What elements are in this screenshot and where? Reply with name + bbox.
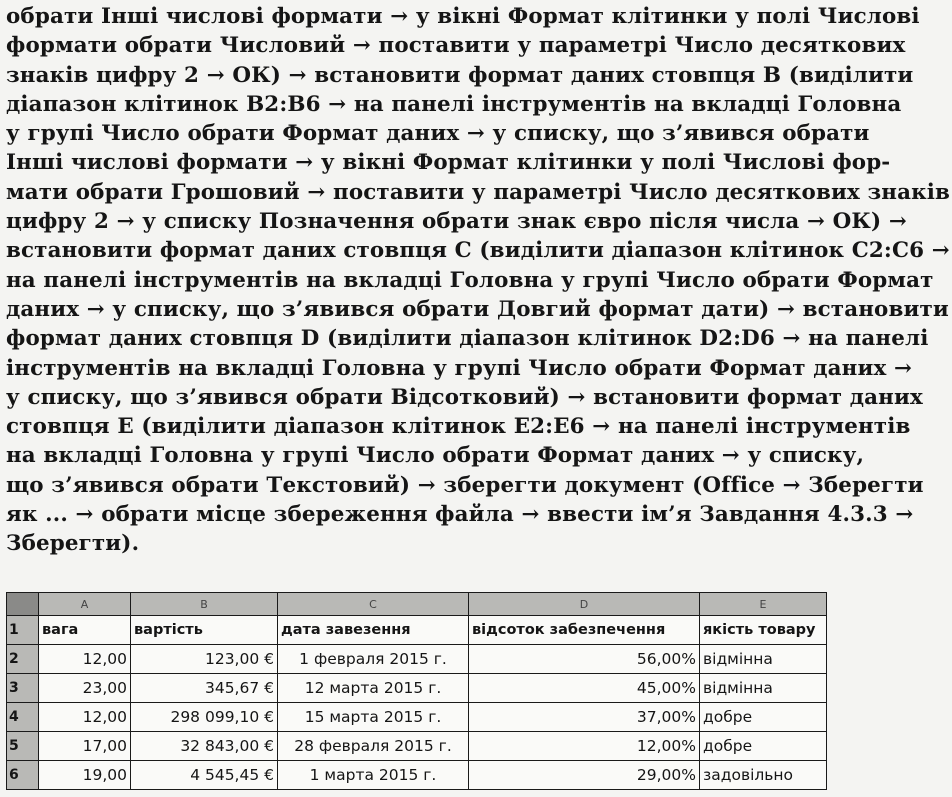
paragraph-line: мати обрати Грошовий → поставити у параметрі Число десяткових знаків: [6, 179, 951, 205]
table-cell[interactable]: добре: [700, 732, 827, 761]
table-cell[interactable]: 29,00%: [469, 761, 700, 790]
table-cell[interactable]: 12 марта 2015 г.: [278, 674, 469, 703]
table-cell[interactable]: 56,00%: [469, 645, 700, 674]
row-number[interactable]: 2: [7, 645, 39, 674]
table-cell[interactable]: 12,00%: [469, 732, 700, 761]
table-cell[interactable]: 23,00: [39, 674, 131, 703]
table-row: [7, 732, 827, 761]
table-cell[interactable]: 1 февраля 2015 г.: [278, 645, 469, 674]
table-cell[interactable]: відсоток забезпечення: [469, 616, 700, 645]
select-all-corner[interactable]: [7, 593, 39, 616]
row-number[interactable]: 4: [7, 703, 39, 732]
paragraph-line: інструментів на вкладці Головна у групі Число обрати Формат даних →: [6, 355, 913, 381]
table-cell[interactable]: 17,00: [39, 732, 131, 761]
paragraph-line: обрати Інші числові формати → у вікні Формат клітинки у полі Числові: [6, 4, 920, 29]
table-cell[interactable]: якість товару: [700, 616, 827, 645]
table-cell[interactable]: відмінна: [700, 674, 827, 703]
paragraph-line: встановити формат даних стовпця C (виділити діапазон клітинок C2:C6 →: [6, 238, 950, 264]
table-cell[interactable]: задовільно: [700, 761, 827, 790]
paragraph-line: що з’явився обрати Текстовий) → зберегти документ (Office → Зберегти: [6, 472, 924, 498]
table-cell[interactable]: відмінна: [700, 645, 827, 674]
paragraph-line: Зберегти).: [6, 531, 140, 557]
table-cell[interactable]: добре: [700, 703, 827, 732]
row-number[interactable]: 3: [7, 674, 39, 703]
table-cell[interactable]: 123,00 €: [131, 645, 278, 674]
paragraph-line: формати обрати Числовий → поставити у параметрі Число десяткових: [6, 33, 906, 59]
row-number[interactable]: 6: [7, 761, 39, 790]
table-cell[interactable]: дата завезення: [278, 616, 469, 645]
paragraph-line: як ... → обрати місце збереження файла → ввести ім’я Завдання 4.3.3 →: [6, 502, 914, 528]
table-cell[interactable]: 28 февраля 2015 г.: [278, 732, 469, 761]
paragraph-line: цифру 2 → у списку Позначення обрати знак євро після числа → ОК) →: [6, 209, 907, 235]
table-cell[interactable]: вага: [39, 616, 131, 645]
table-cell[interactable]: 1 марта 2015 г.: [278, 761, 469, 790]
column-header-c[interactable]: C: [278, 593, 469, 616]
column-header-e[interactable]: E: [700, 593, 827, 616]
table-cell[interactable]: 32 843,00 €: [131, 732, 278, 761]
paragraph-line: знаків цифру 2 → ОК) → встановити формат даних стовпця B (виділити: [6, 62, 914, 88]
table-cell[interactable]: 37,00%: [469, 703, 700, 732]
column-header-row: [7, 593, 827, 616]
table-cell[interactable]: 4 545,45 €: [131, 761, 278, 790]
column-header-a[interactable]: A: [39, 593, 131, 616]
table-cell[interactable]: 45,00%: [469, 674, 700, 703]
paragraph-line: на вкладці Головна у групі Число обрати Формат даних → у списку,: [6, 443, 865, 469]
spreadsheet-table: [6, 592, 827, 790]
table-cell[interactable]: 298 099,10 €: [131, 703, 278, 732]
table-cell[interactable]: 345,67 €: [131, 674, 278, 703]
paragraph-line: стовпця E (виділити діапазон клітинок E2:E6 → на панелі інструментів: [6, 414, 911, 440]
table-cell[interactable]: 12,00: [39, 703, 131, 732]
column-header-b[interactable]: B: [131, 593, 278, 616]
paragraph-line: у списку, що з’явився обрати Відсотковий) → встановити формат даних: [6, 384, 923, 410]
paragraph-line: на панелі інструментів на вкладці Головна у групі Число обрати Формат: [6, 267, 934, 293]
table-row: [7, 645, 827, 674]
instruction-paragraph: [6, 2, 951, 559]
paragraph-line: діапазон клітинок B2:B6 → на панелі інструментів на вкладці Головна: [6, 91, 902, 117]
paragraph-line: даних → у списку, що з’явився обрати Довгий формат дати) → встановити: [6, 296, 949, 322]
table-cell[interactable]: 12,00: [39, 645, 131, 674]
table-cell[interactable]: вартість: [131, 616, 278, 645]
row-number[interactable]: 1: [7, 616, 39, 645]
column-header-d[interactable]: D: [469, 593, 700, 616]
paragraph-line: формат даних стовпця D (виділити діапазон клітинок D2:D6 → на панелі: [6, 326, 929, 352]
table-row: [7, 674, 827, 703]
table-cell[interactable]: 19,00: [39, 761, 131, 790]
table-row: [7, 616, 827, 645]
paragraph-line: у групі Число обрати Формат даних → у списку, що з’явився обрати: [6, 121, 870, 147]
paragraph-line: Інші числові формати → у вікні Формат клітинки у полі Числові фор-: [6, 150, 891, 176]
table-row: [7, 761, 827, 790]
table-cell[interactable]: 15 марта 2015 г.: [278, 703, 469, 732]
table-row: [7, 703, 827, 732]
row-number[interactable]: 5: [7, 732, 39, 761]
